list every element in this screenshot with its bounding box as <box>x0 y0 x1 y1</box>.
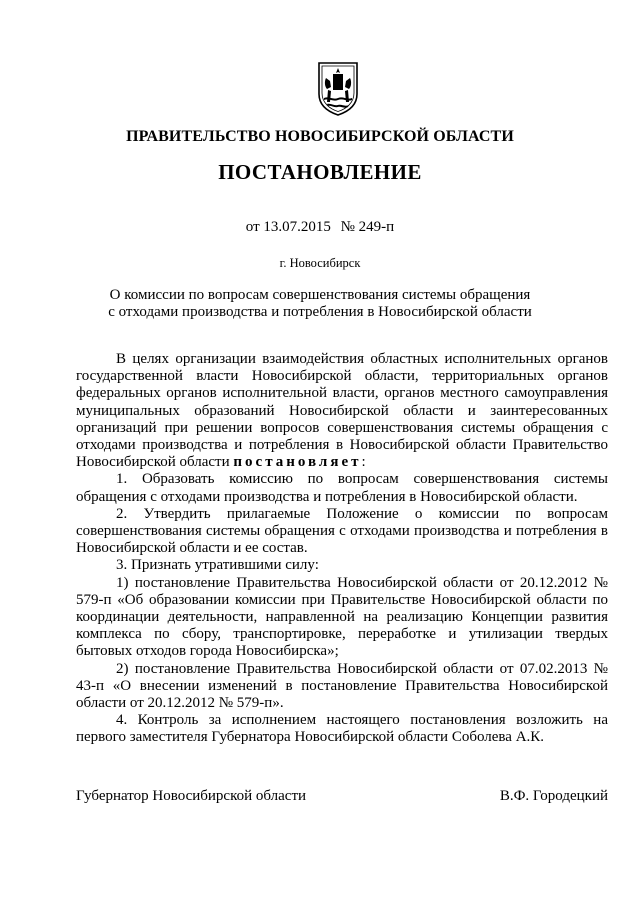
signature-position: Губернатор Новосибирской области <box>76 788 307 804</box>
document-body <box>76 351 608 747</box>
preamble-paragraph <box>76 351 608 471</box>
document-number: № 249-п <box>340 219 395 235</box>
signature-name: В.Ф. Городецкий <box>499 788 608 804</box>
city-line: г. Новосибирск <box>279 256 361 270</box>
item-3-2: 2) постановление Правительства Новосибирской области от 07.02.2013 № 43-п «О внесении изменений в постановление Правительства Новосибирской области от 20.12.2012 № 579-п». <box>76 660 608 712</box>
item-1: 1. Образовать комиссию по вопросам совершенствования системы обращения с отходами производства и потребления в Новосибирской области. <box>76 471 608 505</box>
decree-colon: : <box>361 454 366 471</box>
coat-of-arms-icon <box>315 60 361 116</box>
decree-word: постановляет <box>233 454 362 471</box>
document-type-title: ПОСТАНОВЛЕНИЕ <box>218 160 422 184</box>
document-subject <box>0 287 640 321</box>
item-4: 4. Контроль за исполнением настоящего постановления возложить на первого заместителя Губернатора Новосибирской области Соболева А.К. <box>76 712 608 746</box>
organization-title: ПРАВИТЕЛЬСТВО НОВОСИБИРСКОЙ ОБЛАСТИ <box>126 128 514 145</box>
subject-line-2: с отходами производства и потребления в Новосибирской области <box>108 304 532 320</box>
subject-line-1: О комиссии по вопросам совершенствования системы обращения <box>109 287 531 303</box>
item-3: 3. Признать утратившими силу: <box>116 557 319 574</box>
date-number-line <box>0 219 640 236</box>
document-date: от 13.07.2015 <box>245 219 331 235</box>
item-2: 2. Утвердить прилагаемые Положение о комиссии по вопросам совершенствования системы обращения с отходами производства и потребления в Новосибирской области и ее состав. <box>76 505 608 557</box>
item-3-1: 1) постановление Правительства Новосибирской области от 20.12.2012 № 579-п «Об образовании комиссии при Правительстве Новосибирской области по координации деятельности, направленной на реализацию Концепции развития комплекса по сбору, транспортировке, переработке и утилизации твердых бытовых отходов города Новосибирска»; <box>76 574 608 660</box>
preamble-text: В целях организации взаимодействия областных исполнительных органов государственной власти Новосибирской области, территориальных органов федеральных органов исполнительной власти, органов местного самоуправления муниципальных образований Новосибирской области и заинтересованных организаций при решении вопросов совершенствования системы обращения с отходами производства и потребления в Новосибирской области Правительство Новосибирской области <box>76 351 608 471</box>
